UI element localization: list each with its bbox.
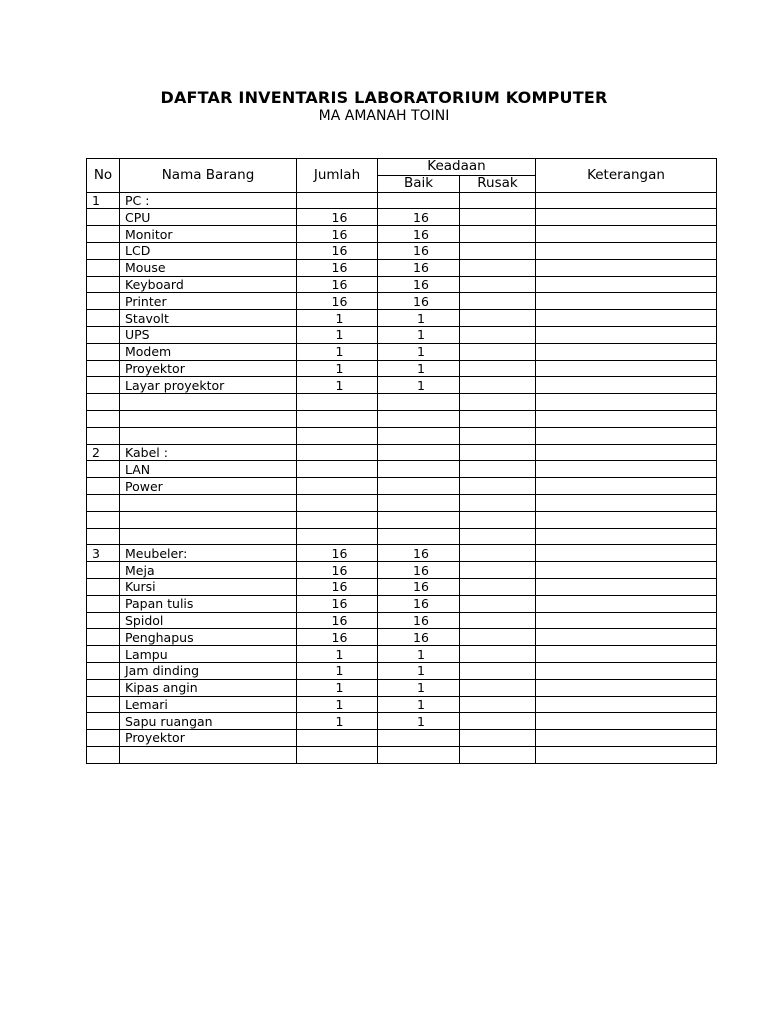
cell-rusak xyxy=(460,746,536,763)
cell-nama-barang: PC : xyxy=(120,192,297,209)
cell-nama-barang: Jam dinding xyxy=(120,662,297,679)
cell-baik: 16 xyxy=(378,595,460,612)
document-title: DAFTAR INVENTARIS LABORATORIUM KOMPUTER xyxy=(160,88,608,107)
cell-baik xyxy=(378,746,460,763)
cell-keterangan xyxy=(536,595,717,612)
cell-rusak xyxy=(460,461,536,478)
cell-baik xyxy=(378,461,460,478)
cell-rusak xyxy=(460,679,536,696)
cell-rusak xyxy=(460,242,536,259)
cell-jumlah: 1 xyxy=(297,326,378,343)
table-row xyxy=(87,730,717,747)
cell-jumlah: 16 xyxy=(297,293,378,310)
cell-keterangan xyxy=(536,578,717,595)
cell-no xyxy=(87,461,120,478)
cell-no xyxy=(87,209,120,226)
cell-keterangan xyxy=(536,242,717,259)
cell-keterangan xyxy=(536,494,717,511)
cell-keterangan xyxy=(536,746,717,763)
cell-nama-barang: Power xyxy=(120,478,297,495)
cell-rusak xyxy=(460,478,536,495)
cell-nama-barang xyxy=(120,410,297,427)
table-row xyxy=(87,461,717,478)
cell-baik xyxy=(378,494,460,511)
cell-nama-barang: Meubeler: xyxy=(120,545,297,562)
cell-keterangan xyxy=(536,192,717,209)
cell-keterangan xyxy=(536,259,717,276)
cell-nama-barang: Penghapus xyxy=(120,629,297,646)
cell-keterangan xyxy=(536,461,717,478)
cell-rusak xyxy=(460,343,536,360)
cell-nama-barang: Layar proyektor xyxy=(120,377,297,394)
cell-baik: 1 xyxy=(378,646,460,663)
cell-baik: 1 xyxy=(378,679,460,696)
table-row xyxy=(87,746,717,763)
cell-nama-barang: Modem xyxy=(120,343,297,360)
cell-rusak xyxy=(460,427,536,444)
cell-no xyxy=(87,662,120,679)
cell-no xyxy=(87,242,120,259)
cell-no xyxy=(87,696,120,713)
cell-baik xyxy=(378,410,460,427)
table-row xyxy=(87,326,717,343)
cell-keterangan xyxy=(536,562,717,579)
cell-keterangan xyxy=(536,662,717,679)
cell-keterangan xyxy=(536,528,717,545)
cell-jumlah: 1 xyxy=(297,646,378,663)
table-row xyxy=(87,377,717,394)
cell-jumlah xyxy=(297,730,378,747)
cell-baik: 1 xyxy=(378,713,460,730)
cell-baik: 16 xyxy=(378,293,460,310)
table-row xyxy=(87,343,717,360)
cell-baik: 16 xyxy=(378,629,460,646)
cell-nama-barang: Printer xyxy=(120,293,297,310)
inventory-table xyxy=(86,158,717,764)
cell-jumlah: 16 xyxy=(297,276,378,293)
cell-no xyxy=(87,427,120,444)
cell-rusak xyxy=(460,612,536,629)
cell-no xyxy=(87,713,120,730)
table-row xyxy=(87,545,717,562)
cell-jumlah: 16 xyxy=(297,578,378,595)
cell-keterangan xyxy=(536,511,717,528)
cell-keterangan xyxy=(536,293,717,310)
cell-no: 2 xyxy=(87,444,120,461)
cell-jumlah: 16 xyxy=(297,612,378,629)
header-nama-barang: Nama Barang xyxy=(120,159,297,193)
cell-keterangan xyxy=(536,478,717,495)
cell-rusak xyxy=(460,226,536,243)
cell-keterangan xyxy=(536,377,717,394)
header-baik: Baik xyxy=(378,175,460,192)
cell-rusak xyxy=(460,662,536,679)
cell-jumlah: 16 xyxy=(297,629,378,646)
cell-jumlah: 1 xyxy=(297,310,378,327)
cell-rusak xyxy=(460,410,536,427)
cell-keterangan xyxy=(536,360,717,377)
table-row xyxy=(87,595,717,612)
cell-keterangan xyxy=(536,713,717,730)
cell-baik: 1 xyxy=(378,310,460,327)
cell-jumlah: 1 xyxy=(297,377,378,394)
cell-no xyxy=(87,746,120,763)
cell-nama-barang xyxy=(120,427,297,444)
table-row xyxy=(87,427,717,444)
cell-jumlah xyxy=(297,461,378,478)
cell-no xyxy=(87,259,120,276)
cell-no xyxy=(87,511,120,528)
cell-no xyxy=(87,494,120,511)
cell-jumlah xyxy=(297,444,378,461)
table-header xyxy=(87,159,717,193)
cell-jumlah: 16 xyxy=(297,545,378,562)
cell-jumlah: 1 xyxy=(297,713,378,730)
cell-keterangan xyxy=(536,629,717,646)
cell-nama-barang: Proyektor xyxy=(120,730,297,747)
cell-baik: 16 xyxy=(378,612,460,629)
cell-rusak xyxy=(460,730,536,747)
cell-baik: 16 xyxy=(378,545,460,562)
cell-nama-barang: Kursi xyxy=(120,578,297,595)
cell-rusak xyxy=(460,209,536,226)
cell-rusak xyxy=(460,310,536,327)
table-row xyxy=(87,562,717,579)
cell-keterangan xyxy=(536,646,717,663)
cell-no: 1 xyxy=(87,192,120,209)
cell-rusak xyxy=(460,511,536,528)
cell-nama-barang: Sapu ruangan xyxy=(120,713,297,730)
cell-keterangan xyxy=(536,444,717,461)
cell-baik xyxy=(378,528,460,545)
cell-rusak xyxy=(460,293,536,310)
table-row xyxy=(87,679,717,696)
cell-jumlah: 16 xyxy=(297,209,378,226)
table-row xyxy=(87,511,717,528)
cell-no xyxy=(87,310,120,327)
cell-baik: 1 xyxy=(378,696,460,713)
cell-keterangan xyxy=(536,310,717,327)
table-row xyxy=(87,360,717,377)
cell-nama-barang: Meja xyxy=(120,562,297,579)
cell-rusak xyxy=(460,377,536,394)
cell-nama-barang: Lemari xyxy=(120,696,297,713)
header-jumlah: Jumlah xyxy=(297,159,378,193)
cell-baik: 16 xyxy=(378,259,460,276)
cell-no xyxy=(87,377,120,394)
cell-rusak xyxy=(460,276,536,293)
cell-jumlah xyxy=(297,511,378,528)
cell-rusak xyxy=(460,629,536,646)
cell-rusak xyxy=(460,545,536,562)
cell-nama-barang xyxy=(120,511,297,528)
cell-no xyxy=(87,679,120,696)
cell-rusak xyxy=(460,494,536,511)
header-rusak: Rusak xyxy=(460,175,536,192)
table-row xyxy=(87,713,717,730)
cell-keterangan xyxy=(536,696,717,713)
cell-no xyxy=(87,612,120,629)
cell-baik xyxy=(378,394,460,411)
cell-rusak xyxy=(460,713,536,730)
cell-no xyxy=(87,629,120,646)
cell-baik: 16 xyxy=(378,578,460,595)
table-row xyxy=(87,662,717,679)
cell-baik xyxy=(378,427,460,444)
cell-baik: 16 xyxy=(378,562,460,579)
cell-jumlah xyxy=(297,478,378,495)
cell-nama-barang: Kabel : xyxy=(120,444,297,461)
cell-nama-barang: LCD xyxy=(120,242,297,259)
cell-no xyxy=(87,326,120,343)
cell-keterangan xyxy=(536,209,717,226)
cell-rusak xyxy=(460,326,536,343)
cell-no xyxy=(87,528,120,545)
cell-keterangan xyxy=(536,679,717,696)
cell-no xyxy=(87,562,120,579)
cell-no xyxy=(87,360,120,377)
cell-baik xyxy=(378,478,460,495)
table-row xyxy=(87,276,717,293)
cell-nama-barang: Papan tulis xyxy=(120,595,297,612)
table-row xyxy=(87,528,717,545)
cell-jumlah: 16 xyxy=(297,562,378,579)
cell-jumlah xyxy=(297,528,378,545)
table-row xyxy=(87,410,717,427)
cell-no xyxy=(87,410,120,427)
cell-baik xyxy=(378,511,460,528)
table-row xyxy=(87,242,717,259)
cell-baik: 16 xyxy=(378,226,460,243)
cell-keterangan xyxy=(536,394,717,411)
cell-no xyxy=(87,578,120,595)
cell-rusak xyxy=(460,192,536,209)
table-row xyxy=(87,192,717,209)
cell-nama-barang: Kipas angin xyxy=(120,679,297,696)
cell-nama-barang: Spidol xyxy=(120,612,297,629)
table-row xyxy=(87,494,717,511)
cell-keterangan xyxy=(536,730,717,747)
cell-no xyxy=(87,646,120,663)
header-keadaan: Keadaan xyxy=(378,159,536,176)
cell-baik: 16 xyxy=(378,209,460,226)
cell-keterangan xyxy=(536,326,717,343)
cell-jumlah xyxy=(297,746,378,763)
cell-nama-barang xyxy=(120,528,297,545)
table-row xyxy=(87,310,717,327)
table-row xyxy=(87,646,717,663)
cell-keterangan xyxy=(536,410,717,427)
cell-jumlah: 1 xyxy=(297,679,378,696)
cell-no: 3 xyxy=(87,545,120,562)
cell-no xyxy=(87,595,120,612)
cell-no xyxy=(87,293,120,310)
cell-nama-barang: Lampu xyxy=(120,646,297,663)
cell-keterangan xyxy=(536,343,717,360)
cell-no xyxy=(87,394,120,411)
cell-rusak xyxy=(460,444,536,461)
cell-jumlah xyxy=(297,427,378,444)
cell-no xyxy=(87,343,120,360)
cell-no xyxy=(87,276,120,293)
table-body xyxy=(87,192,717,763)
table-row xyxy=(87,612,717,629)
cell-rusak xyxy=(460,394,536,411)
cell-jumlah: 16 xyxy=(297,259,378,276)
cell-jumlah xyxy=(297,192,378,209)
cell-baik: 16 xyxy=(378,242,460,259)
cell-keterangan xyxy=(536,226,717,243)
cell-nama-barang: UPS xyxy=(120,326,297,343)
cell-no xyxy=(87,730,120,747)
cell-jumlah: 16 xyxy=(297,242,378,259)
cell-baik xyxy=(378,444,460,461)
document-subtitle: MA AMANAH TOINI xyxy=(318,108,450,124)
cell-baik: 16 xyxy=(378,276,460,293)
cell-rusak xyxy=(460,259,536,276)
table-row xyxy=(87,394,717,411)
cell-jumlah xyxy=(297,394,378,411)
cell-rusak xyxy=(460,595,536,612)
cell-baik: 1 xyxy=(378,360,460,377)
cell-no xyxy=(87,226,120,243)
cell-nama-barang xyxy=(120,494,297,511)
table-row xyxy=(87,629,717,646)
cell-nama-barang xyxy=(120,394,297,411)
cell-rusak xyxy=(460,578,536,595)
table-row xyxy=(87,444,717,461)
cell-jumlah xyxy=(297,494,378,511)
cell-jumlah: 1 xyxy=(297,662,378,679)
table-row xyxy=(87,478,717,495)
table-row xyxy=(87,696,717,713)
cell-nama-barang: Proyektor xyxy=(120,360,297,377)
table-row xyxy=(87,259,717,276)
cell-rusak xyxy=(460,646,536,663)
cell-baik xyxy=(378,730,460,747)
cell-rusak xyxy=(460,360,536,377)
cell-rusak xyxy=(460,696,536,713)
cell-jumlah: 16 xyxy=(297,595,378,612)
table-row xyxy=(87,578,717,595)
table-row xyxy=(87,226,717,243)
cell-baik: 1 xyxy=(378,343,460,360)
cell-jumlah xyxy=(297,410,378,427)
cell-jumlah: 1 xyxy=(297,696,378,713)
cell-keterangan xyxy=(536,276,717,293)
table-row xyxy=(87,209,717,226)
cell-nama-barang: CPU xyxy=(120,209,297,226)
cell-keterangan xyxy=(536,545,717,562)
cell-baik: 1 xyxy=(378,662,460,679)
cell-jumlah: 16 xyxy=(297,226,378,243)
cell-nama-barang: Monitor xyxy=(120,226,297,243)
cell-rusak xyxy=(460,562,536,579)
cell-baik: 1 xyxy=(378,326,460,343)
cell-rusak xyxy=(460,528,536,545)
cell-keterangan xyxy=(536,427,717,444)
cell-jumlah: 1 xyxy=(297,343,378,360)
cell-baik xyxy=(378,192,460,209)
cell-nama-barang: Mouse xyxy=(120,259,297,276)
cell-nama-barang: Stavolt xyxy=(120,310,297,327)
cell-nama-barang: LAN xyxy=(120,461,297,478)
cell-nama-barang: Keyboard xyxy=(120,276,297,293)
cell-jumlah: 1 xyxy=(297,360,378,377)
header-keterangan: Keterangan xyxy=(536,159,717,193)
cell-no xyxy=(87,478,120,495)
cell-nama-barang xyxy=(120,746,297,763)
header-no: No xyxy=(87,159,120,193)
cell-keterangan xyxy=(536,612,717,629)
cell-baik: 1 xyxy=(378,377,460,394)
table-row xyxy=(87,293,717,310)
